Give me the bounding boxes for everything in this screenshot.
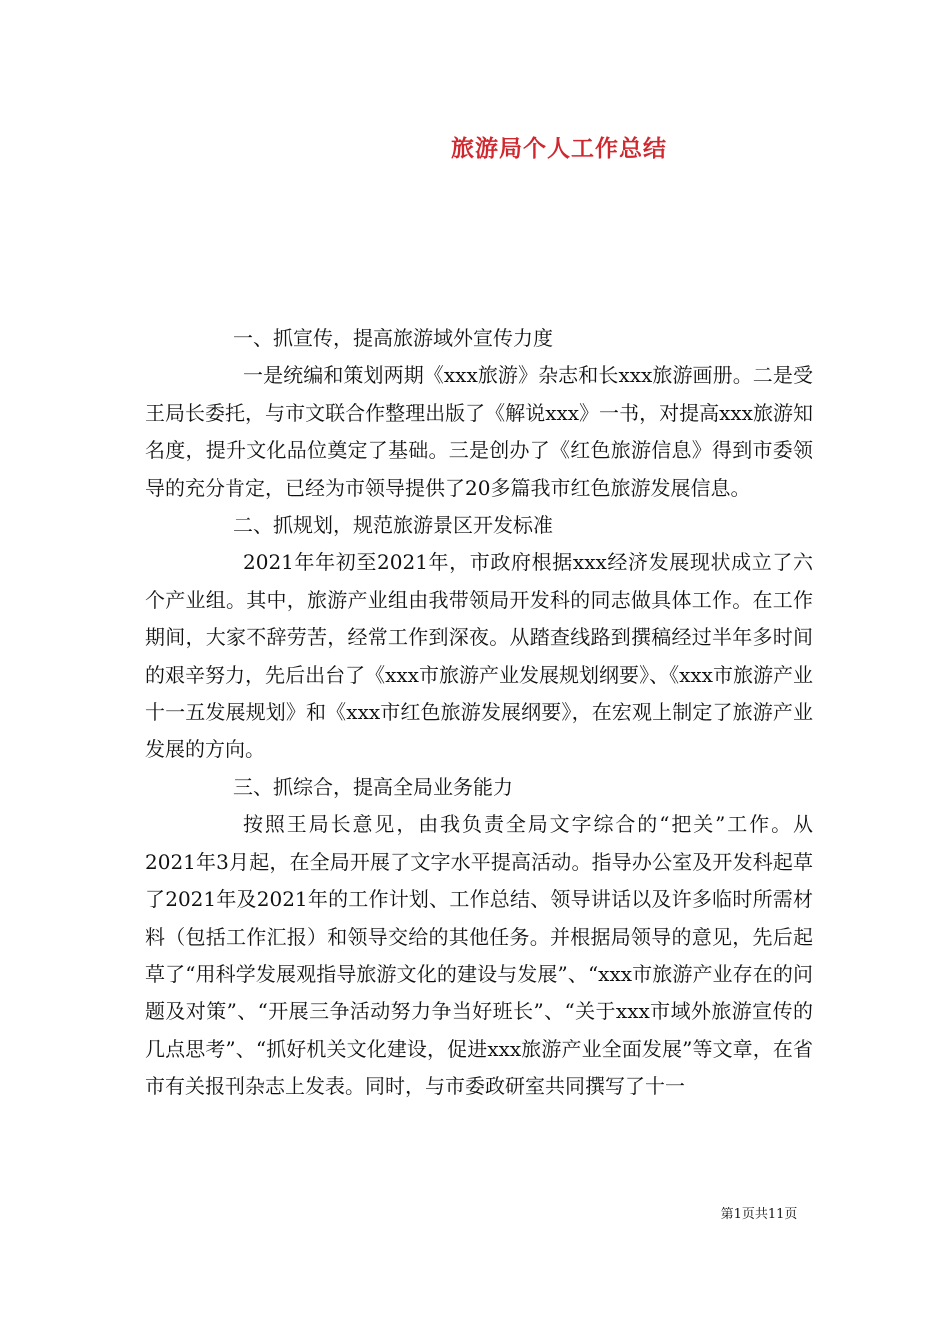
section-3-heading: 三、抓综合，提高全局业务能力 [233,774,513,799]
document-body [145,320,813,1106]
document-title: 旅游局个人工作总结 [451,135,667,162]
section-2-body: 2021年年初至2021年，市政府根据xxx经济发展现状成立了六个产业组。其中，旅游产业组由我带领局开发科的同志做具体工作。在工作期间，大家不辞劳苦，经常工作到深夜。从踏查线路到撰稿经过半年多时间的艰辛努力，先后出台了《xxx市旅游产业发展规划纲要》、《xxx市旅游产业十一五发展规划》和《xxx市红色旅游发展纲要》，在宏观上制定了旅游产业发展的方向。 [145,550,813,762]
page-number: 第1页共11页 [720,1207,798,1222]
section-2-heading: 二、抓规划，规范旅游景区开发标准 [233,513,553,538]
section-3-body: 按照王局长意见，由我负责全局文字综合的“把关”工作。从2021年3月起，在全局开展了文字水平提高活动。指导办公室及开发科起草了2021年及2021年的工作计划、工作总结、领导讲话以及许多临时所需材料（包括工作汇报）和领导交给的其他任务。并根据局领导的意见，先后起草了“用科学发展观指导旅游文化的建设与发展”、“xxx市旅游产业存在的问题及对策”、“开展三争活动努力争当好班长”、“关于xxx市域外旅游宣传的几点思考”、“抓好机关文化建设，促进xxx旅游产业全面发展”等文章，在省市有关报刊杂志上发表。同时，与市委政研室共同撰写了十一 [145,812,813,1099]
section-1-heading: 一、抓宣传，提高旅游域外宣传力度 [233,326,553,350]
section-1-body: 一是统编和策划两期《xxx旅游》杂志和长xxx旅游画册。二是受王局长委托，与市文联合作整理出版了《解说xxx》一书，对提高xxx旅游知名度，提升文化品位奠定了基础。三是创办了《红色旅游信息》得到市委领导的充分肯定，已经为市领导提供了20多篇我市红色旅游发展信息。 [145,363,813,500]
